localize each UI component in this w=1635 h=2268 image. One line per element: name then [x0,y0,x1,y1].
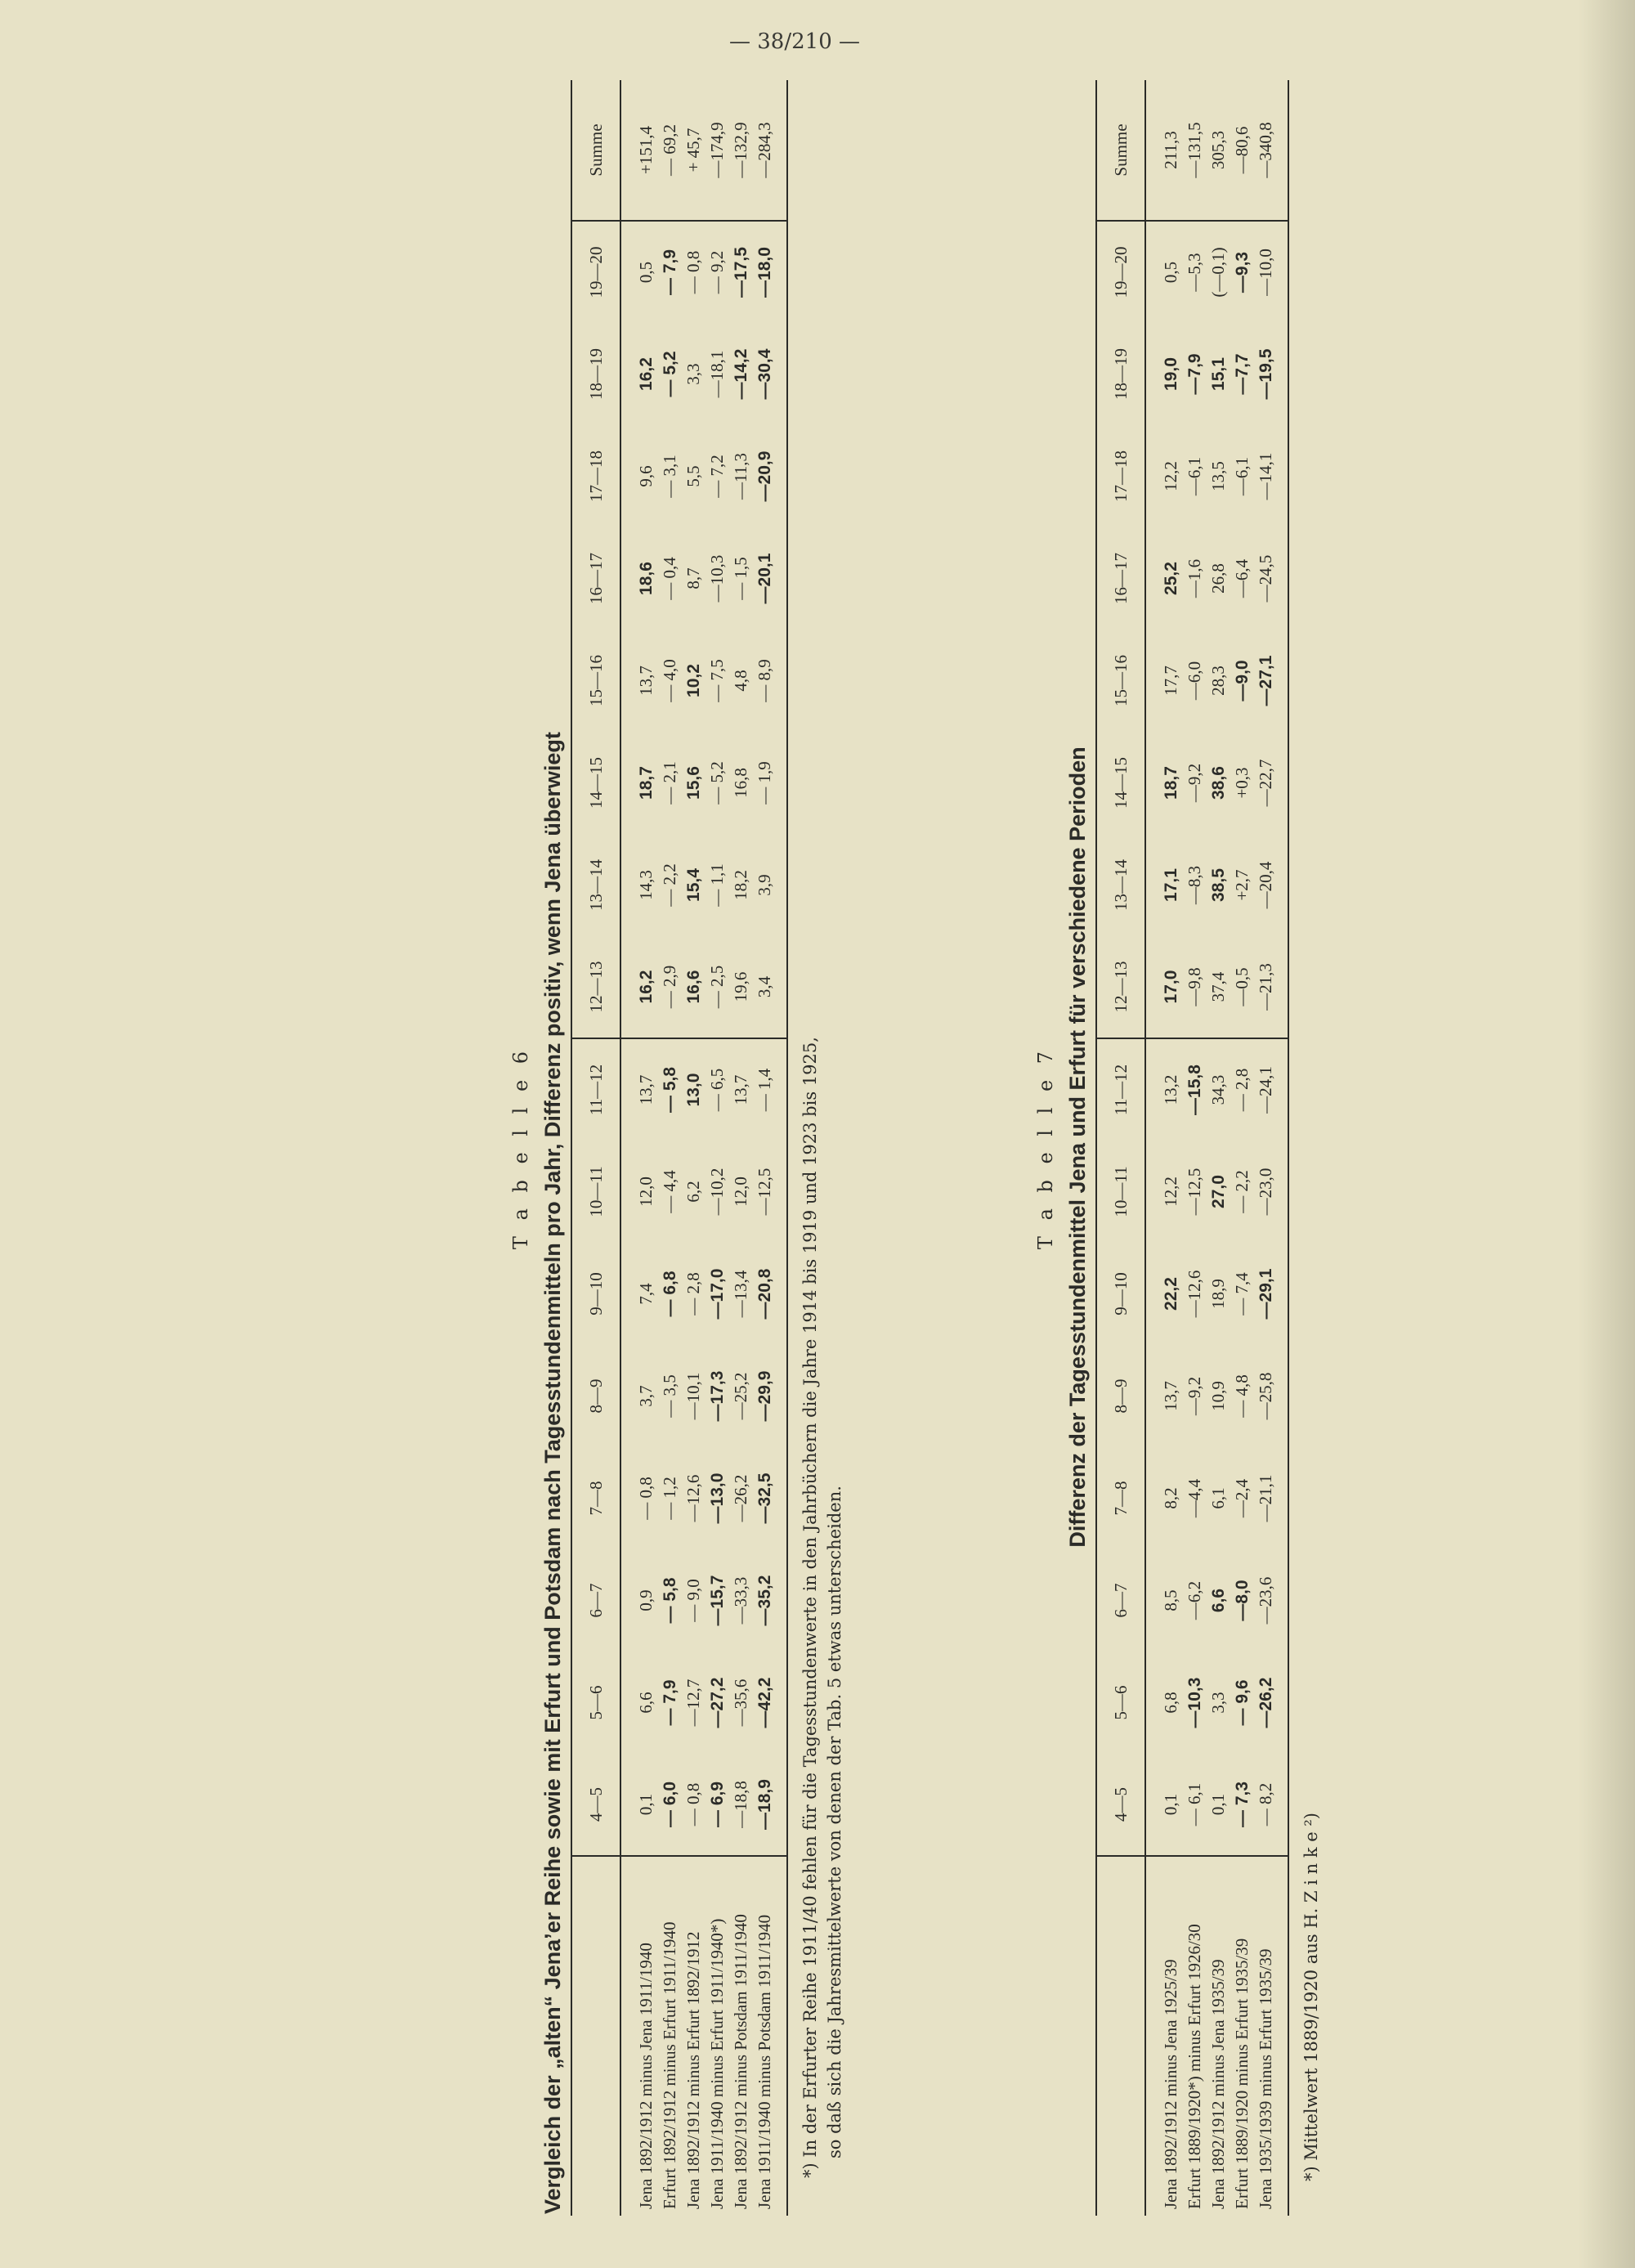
value-cell: — 2,5 [706,936,729,1038]
value-cell: 16,2 [620,936,658,1038]
value-cell: 25,2 [1161,562,1180,595]
sum-cell: —80,6 [1230,80,1254,221]
value-cell: — 3,1 [660,455,679,498]
value-cell: —7,9 [1185,353,1204,395]
value-cell: —13,0 [707,1472,727,1524]
table-row [729,80,753,2216]
header-blank [571,1856,620,2216]
table-7-block [1032,80,1324,2216]
value-cell: —26,2 [731,1474,750,1522]
value-cell: —21,1 [1254,1447,1288,1549]
value-cell: —10,2 [707,1168,727,1216]
header-hour-7-8: 7—8 [1096,1447,1145,1549]
value-cell: 3,3 [1208,1692,1228,1714]
header-hour-12-13: 12—13 [571,936,620,1038]
row-label: Jena 1892/1912 minus Jena 1925/39 [1161,1959,1180,2209]
header-hour-4-5: 4—5 [1096,1754,1145,1856]
value-cell: —15,8 [1185,1065,1204,1115]
value-cell: — 2,2 [660,863,679,907]
value-cell: —18,0 [753,221,787,323]
header-hour-17-18: 17—18 [571,425,620,527]
value-cell: —20,4 [1254,834,1288,936]
value-cell: 26,8 [1208,563,1228,594]
value-cell: 18,6 [636,562,656,595]
value-cell: 0,5 [1161,261,1180,284]
value-cell: —12,5 [753,1141,787,1243]
value-cell: —35,6 [731,1679,750,1727]
value-cell: —20,1 [753,527,787,630]
value-cell: 37,4 [1207,936,1230,1038]
value-cell: —29,9 [753,1345,787,1447]
table-row [682,80,706,2216]
value-cell: —12,6 [683,1474,703,1522]
header-hour-13-14: 13—14 [1096,834,1145,936]
header-hour-11-12: 11—12 [571,1038,620,1141]
sum-cell: —132,9 [729,80,753,221]
table-row [753,80,787,2216]
value-cell: —24,5 [1254,527,1288,630]
value-cell: —23,0 [1254,1141,1288,1243]
header-summe: Summe [571,80,620,221]
value-cell: — 7,2 [707,455,727,498]
value-cell: —8,3 [1185,865,1204,905]
value-cell: — 7,5 [707,659,727,702]
header-hour-9-10: 9—10 [571,1243,620,1345]
value-cell: —13,4 [731,1270,750,1318]
value-cell: — 7,9 [660,249,679,296]
value-cell: — 6,9 [706,1754,729,1856]
row-label: Erfurt 1889/1920 minus Erfurt 1935/39 [1232,1938,1252,2209]
value-cell: —10,3 [707,554,727,603]
value-cell: — 5,8 [660,1577,679,1624]
header-hour-6-7: 6—7 [571,1549,620,1652]
value-cell: —29,1 [1254,1243,1288,1345]
value-cell: — 1,5 [731,557,750,600]
value-cell: — 4,4 [660,1170,679,1213]
value-cell: —12,7 [683,1679,703,1727]
value-cell: —42,2 [753,1652,787,1754]
value-cell: 15,1 [1208,357,1228,391]
header-hour-8-9: 8—9 [571,1345,620,1447]
row-label: Jena 1935/1939 minus Erfurt 1935/39 [1254,1856,1288,2216]
value-cell: 18,7 [636,766,656,800]
value-cell: 8,7 [683,567,703,589]
value-cell: —10,0 [1254,221,1288,323]
sum-cell: + 45,7 [682,80,706,221]
value-cell: —26,2 [1254,1652,1288,1754]
value-cell: —14,1 [1254,425,1288,527]
sum-cell: 211,3 [1145,80,1183,221]
value-cell: 16,8 [731,768,750,798]
value-cell: —10,3 [1185,1677,1204,1728]
header-hour-14-15: 14—15 [1096,732,1145,834]
header-hour-19-20: 19—20 [1096,221,1145,323]
value-cell: —21,3 [1254,936,1288,1038]
value-cell: 17,0 [1145,936,1183,1038]
value-cell: 34,3 [1208,1074,1228,1105]
value-cell: 0,9 [636,1589,656,1611]
value-cell: —4,4 [1185,1478,1204,1518]
value-cell: — 6,0 [658,1754,682,1856]
table-6-footnote-line-1: *) In der Erfurter Reihe 1911/40 fehlen für die Tagesstundenwerte in den Jahrbüchern die Jahre 1914 bis 1919 und 1923 bis 1925, [800,1037,820,2178]
value-cell: 5,5 [683,465,703,487]
value-cell: —12,5 [1185,1168,1204,1216]
value-cell: — 0,8 [682,1754,706,1856]
table-6 [571,80,788,2216]
row-label: Jena 1892/1912 minus Erfurt 1892/1912 [683,1931,703,2209]
value-cell: —6,4 [1232,558,1252,598]
value-cell: —10,1 [683,1372,703,1420]
value-cell: 13,0 [683,1073,703,1107]
value-cell: 13,5 [1208,461,1228,491]
value-cell: —20,9 [753,425,787,527]
value-cell: —22,7 [1254,732,1288,834]
table-6-footnote [798,80,847,2216]
table-7-label: T a b e l l e 7 [1034,1046,1057,1250]
header-hour-12-13: 12—13 [1096,936,1145,1038]
value-cell: 13,7 [636,666,656,696]
value-cell: — 5,2 [660,351,679,397]
value-cell: —18,1 [707,350,727,398]
row-label: Jena 1892/1912 minus Jena 1935/39 [1208,1959,1228,2209]
sum-cell: —131,5 [1183,80,1207,221]
value-cell: —35,2 [753,1549,787,1652]
value-cell: —6,0 [1185,661,1204,701]
header-hour-6-7: 6—7 [1096,1549,1145,1652]
header-blank [1096,1856,1145,2216]
value-cell: —1,6 [1185,558,1204,598]
header-hour-4-5: 4—5 [571,1754,620,1856]
sum-cell: +151,4 [620,80,658,221]
value-cell: 27,0 [1208,1175,1228,1208]
value-cell: 0,1 [620,1754,658,1856]
value-cell: — 9,0 [683,1579,703,1622]
header-hour-10-11: 10—11 [571,1141,620,1243]
value-cell: —27,2 [707,1677,727,1728]
value-cell: —25,8 [1254,1345,1288,1447]
header-hour-7-8: 7—8 [571,1447,620,1549]
value-cell: — 0,4 [660,557,679,600]
value-cell: —17,3 [707,1370,727,1422]
value-cell: — 6,8 [660,1271,679,1317]
page-edge-shade [1578,0,1635,2268]
value-cell: —9,0 [1232,660,1252,701]
value-cell: 16,2 [636,357,656,391]
value-cell: 18,7 [1161,766,1180,800]
value-cell: 3,3 [683,363,703,385]
value-cell: 6,8 [1161,1692,1180,1714]
table-row [620,80,658,2216]
table-row [1207,80,1230,2216]
sum-cell: —284,3 [753,80,787,221]
value-cell: —23,6 [1254,1549,1288,1652]
value-cell: — 4,8 [1232,1374,1252,1418]
header-hour-10-11: 10—11 [1096,1141,1145,1243]
sum-cell: —340,8 [1254,80,1288,221]
table-row [1254,80,1288,2216]
table-6-footnote-line-2: so daß sich die Jahresmittelwerte von denen der Tab. 5 etwas unterscheiden. [825,1486,844,2158]
header-hour-15-16: 15—16 [571,630,620,732]
value-cell: —33,3 [731,1576,750,1625]
header-hour-8-9: 8—9 [1096,1345,1145,1447]
value-cell: —9,3 [1232,251,1252,294]
value-cell: — 2,8 [683,1272,703,1316]
value-cell: — 8,2 [1254,1754,1288,1856]
value-cell: — 9,6 [1232,1679,1252,1726]
page-number: — 38/210 — [729,29,860,54]
header-hour-5-6: 5—6 [571,1652,620,1754]
value-cell: —19,5 [1254,323,1288,425]
value-cell: 3,4 [753,936,787,1038]
header-hour-19-20: 19—20 [571,221,620,323]
table-7-footnote: *) Mittelwert 1889/1920 aus H. Z i n k e ²) [1301,1813,1321,2181]
value-cell: — 1,2 [660,1477,679,1520]
table-row [1183,80,1207,2216]
value-cell: —9,2 [1185,1376,1204,1416]
value-cell: 12,0 [731,1177,750,1207]
value-cell: —11,3 [731,453,750,500]
sum-cell: — 69,2 [658,80,682,221]
value-cell: —25,2 [731,1372,750,1420]
value-cell: 10,2 [683,664,703,697]
value-cell: —0,5 [1230,936,1254,1038]
header-hour-15-16: 15—16 [1096,630,1145,732]
table-7-title: Differenz der Tagesstundenmittel Jena und Erfurt für verschiedene Perioden [1065,746,1090,1548]
value-cell: —2,4 [1232,1478,1252,1518]
value-cell: 6,6 [636,1692,656,1714]
value-cell: 6,6 [1208,1588,1228,1613]
value-cell: — 5,8 [660,1066,679,1114]
table-7 [1095,80,1289,2216]
value-cell: —20,8 [753,1243,787,1345]
table-row [1145,80,1183,2216]
value-cell: 17,1 [1161,868,1180,902]
value-cell: —15,7 [707,1575,727,1626]
sum-cell: 305,3 [1207,80,1230,221]
value-cell: 0,5 [636,261,656,284]
value-cell: 10,9 [1208,1381,1228,1411]
value-cell: (—0,1) [1208,247,1228,298]
value-cell: 19,6 [729,936,753,1038]
value-cell: 17,7 [1161,666,1180,696]
row-label: Jena 1911/1940 minus Potsdam 1911/1940 [753,1856,787,2216]
value-cell: —12,6 [1185,1270,1204,1318]
table-6-block [507,80,847,2216]
value-cell: — 6,1 [1183,1754,1207,1856]
value-cell: 12,0 [636,1177,656,1207]
table-row [1230,80,1254,2216]
header-hour-17-18: 17—18 [1096,425,1145,527]
value-cell: —18,9 [753,1754,787,1856]
value-cell: 6,1 [1208,1487,1228,1509]
value-cell: —8,0 [1232,1580,1252,1621]
value-cell: — 9,2 [707,250,727,294]
value-cell: —7,7 [1232,353,1252,395]
value-cell: — 6,5 [707,1068,727,1112]
value-cell: —5,3 [1185,253,1204,292]
value-cell: — 0,8 [636,1477,656,1520]
value-cell: 12,2 [1161,461,1180,491]
value-cell: — 1,4 [753,1038,787,1141]
header-hour-16-17: 16—17 [1096,527,1145,630]
value-cell: 22,2 [1161,1277,1180,1311]
value-cell: — 7,4 [1232,1272,1252,1316]
value-cell: 13,7 [636,1074,656,1105]
value-cell: — 8,9 [753,630,787,732]
value-cell: —6,2 [1185,1580,1204,1620]
table-6-label: T a b e l l e 6 [509,1046,532,1250]
value-cell: — 2,9 [658,936,682,1038]
header-hour-11-12: 11—12 [1096,1038,1145,1141]
value-cell: 14,3 [636,870,656,900]
header-hour-5-6: 5—6 [1096,1652,1145,1754]
value-cell: 0,1 [1207,1754,1230,1856]
header-summe: Summe [1096,80,1145,221]
sum-cell: —174,9 [706,80,729,221]
value-cell: —30,4 [753,323,787,425]
value-cell: — 2,2 [1232,1170,1252,1213]
row-label: Jena 1892/1912 minus Jena 1911/1940 [636,1943,656,2209]
value-cell: 38,6 [1208,766,1228,800]
value-cell: — 0,8 [683,250,703,294]
value-cell: —9,2 [1185,763,1204,803]
value-cell: — 4,0 [660,659,679,702]
row-label: Jena 1911/1940 minus Erfurt 1911/1940*) [707,1918,727,2209]
value-cell: 16,6 [682,936,706,1038]
value-cell: —32,5 [753,1447,787,1549]
value-cell: 0,1 [1145,1754,1183,1856]
rotated-page-content [327,80,1586,2216]
value-cell: —27,1 [1254,630,1288,732]
value-cell: 28,3 [1208,666,1228,696]
row-label: Erfurt 1892/1912 minus Erfurt 1911/1940 [660,1921,679,2209]
value-cell: 13,7 [1161,1381,1180,1411]
value-cell: —6,1 [1232,456,1252,496]
row-label: Jena 1892/1912 minus Potsdam 1911/1940 [731,1914,750,2209]
table-row [658,80,682,2216]
value-cell: 13,2 [1161,1074,1180,1105]
value-cell: +2,7 [1232,869,1252,901]
value-cell: 3,7 [636,1385,656,1407]
header-hour-16-17: 16—17 [571,527,620,630]
header-hour-18-19: 18—19 [1096,323,1145,425]
value-cell: 12,2 [1161,1177,1180,1207]
value-cell: +0,3 [1232,767,1252,799]
value-cell: 9,6 [636,465,656,487]
value-cell: 19,0 [1161,357,1180,391]
value-cell: 8,5 [1161,1589,1180,1611]
value-cell: 3,9 [753,834,787,936]
value-cell: — 7,9 [660,1679,679,1726]
value-cell: —17,0 [707,1268,727,1320]
header-hour-18-19: 18—19 [571,323,620,425]
table-6-title: Vergleich der „alten“ Jena’er Reihe sowie mit Erfurt und Potsdam nach Tagesstundenmitteln pro Jahr, Differenz positiv, wenn Jena überwiegt [540,732,565,2214]
value-cell: — 2,1 [660,761,679,805]
value-cell: 6,2 [683,1181,703,1203]
value-cell: 8,2 [1161,1487,1180,1509]
value-cell: — 7,3 [1230,1754,1254,1856]
value-cell: 15,6 [683,766,703,800]
value-cell: — 1,1 [707,863,727,907]
value-cell: 15,4 [683,868,703,902]
row-label: Erfurt 1889/1920*) minus Erfurt 1926/30 [1185,1924,1204,2209]
value-cell: — 3,5 [660,1374,679,1418]
value-cell: —14,2 [731,348,750,400]
header-hour-14-15: 14—15 [571,732,620,834]
value-cell: 4,8 [731,670,750,692]
value-cell: —18,8 [729,1754,753,1856]
value-cell: —17,5 [731,247,750,298]
value-cell: 18,2 [731,870,750,900]
value-cell: —9,8 [1183,936,1207,1038]
value-cell: 13,7 [731,1074,750,1105]
header-hour-9-10: 9—10 [1096,1243,1145,1345]
header-hour-13-14: 13—14 [571,834,620,936]
value-cell: — 5,2 [707,761,727,805]
value-cell: —6,1 [1185,456,1204,496]
value-cell: 38,5 [1208,868,1228,902]
value-cell: 18,9 [1208,1279,1228,1309]
value-cell: 7,4 [636,1283,656,1305]
table-row [706,80,729,2216]
value-cell: —24,1 [1254,1038,1288,1141]
value-cell: — 1,9 [753,732,787,834]
value-cell: — 2,8 [1232,1068,1252,1112]
